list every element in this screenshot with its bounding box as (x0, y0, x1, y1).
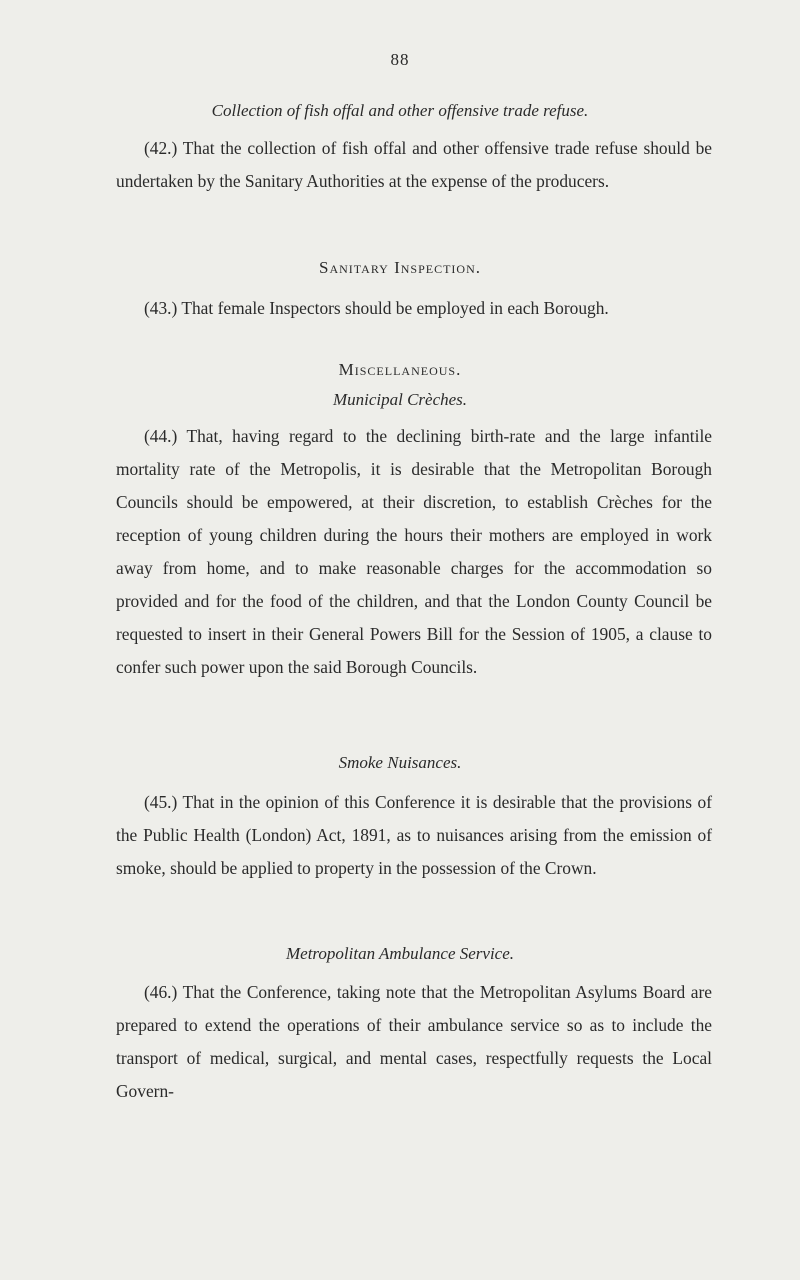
paragraph-45: (45.) That in the opinion of this Conference it is desirable that the provisions of the Public Health (London) Act, 1891, as to nuisances arising from the emission of smoke, should be applied to property in the possession of the Crown. (116, 792, 712, 878)
paragraph-46: (46.) That the Conference, taking note that the Metropolitan Asylums Board are prepared to extend the operations of their ambulance service so as to include the transport of medical, surgical, and mental cases, respectfully requests the Local Govern- (116, 982, 712, 1101)
paragraph-44: (44.) That, having regard to the declining birth-rate and the large infantile mortality rate of the Metropolis, it is desirable that the Metropolitan Borough Councils should be empowered, at their discretion, to establish Crèches for the reception of young children during the hours their mothers are employed in work away from home, and to make reasonable charges for the accommodation so provided and for the food of the children, and that the London County Council be requested to insert in their General Powers Bill for the Session of 1905, a clause to confer such power upon the said Borough Councils. (116, 426, 712, 677)
page-number: 88 (390, 50, 410, 69)
paragraph-43: (43.) That female Inspectors should be employed in each Borough. (144, 298, 609, 318)
heading-miscellaneous: Miscellaneous. (338, 360, 462, 379)
heading-sanitary-inspection: Sanitary Inspection. (319, 258, 481, 277)
heading-municipal-creches: Municipal Crèches. (332, 390, 468, 409)
heading-ambulance-service: Metropolitan Ambulance Service. (285, 944, 515, 963)
paragraph-42: (42.) That the collection of fish offal and other offensive trade refuse should be undertaken by the Sanitary Authorities at the expense of the producers. (116, 138, 712, 191)
heading-smoke-nuisances: Smoke Nuisances. (338, 753, 462, 772)
heading-fish-offal: Collection of fish offal and other offensive trade refuse. (211, 101, 589, 120)
